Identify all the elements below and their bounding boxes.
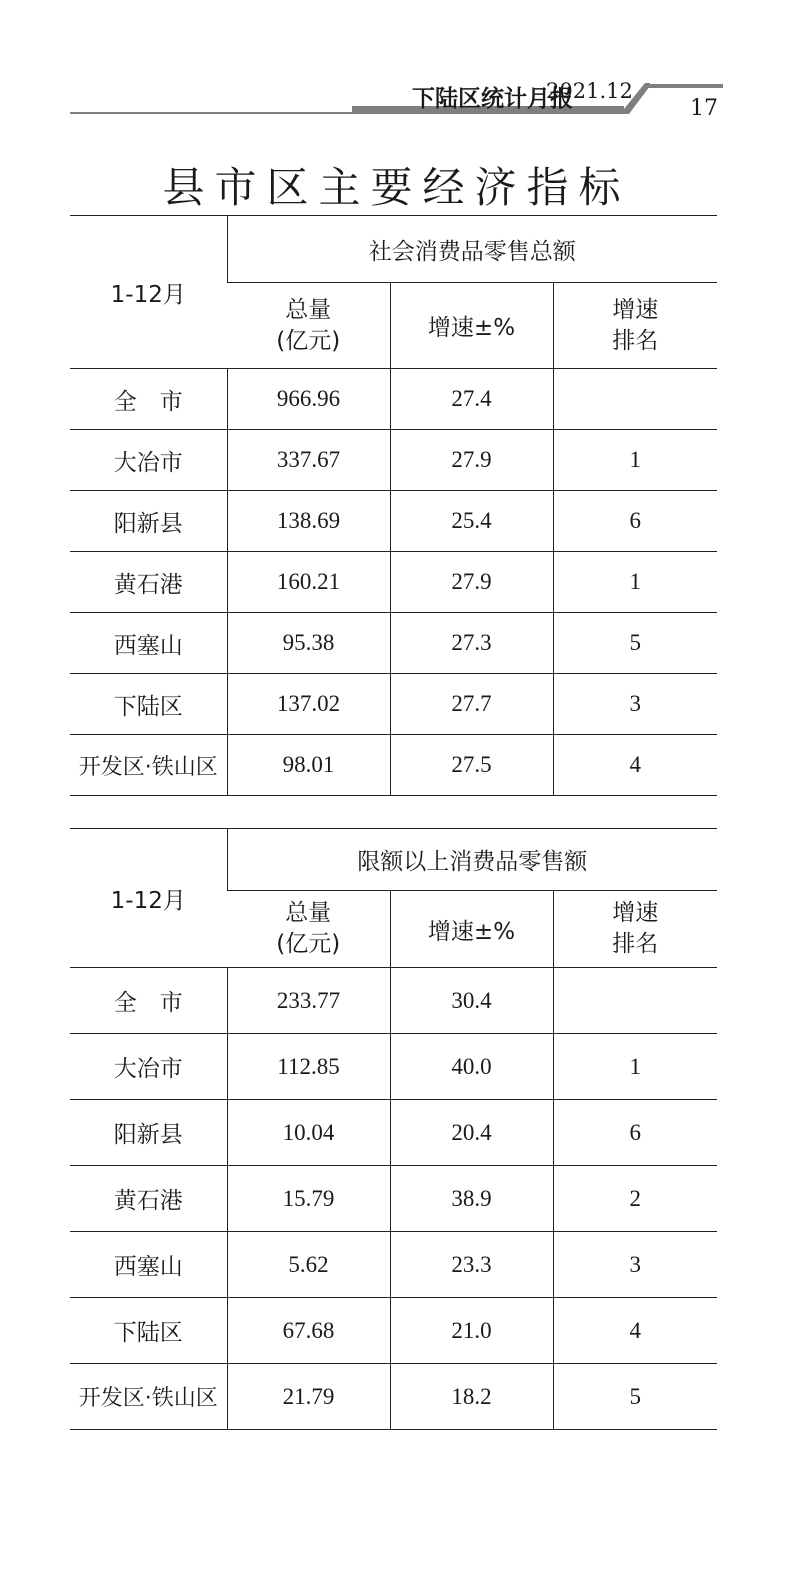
table-row [70,552,717,613]
table-row [70,674,717,735]
rank-cell: 5 [553,1364,717,1430]
total-cell: 137.02 [227,674,390,735]
table-row [70,430,717,491]
growth-cell: 20.4 [390,1100,553,1166]
table-row [70,491,717,552]
page-number: 17 [690,96,718,121]
rank-header-line1: 增速 [612,900,659,926]
total-header-line2: (亿元) [276,931,341,957]
total-column-header [227,283,390,369]
rank-cell: 1 [553,1034,717,1100]
growth-cell: 27.5 [390,735,553,796]
growth-column-header: 增速±% [390,891,553,968]
growth-cell: 23.3 [390,1232,553,1298]
group-title: 社会消费品零售总额 [227,216,717,283]
total-cell: 233.77 [227,968,390,1034]
table-row [70,968,717,1034]
total-header-line1: 总量 [285,900,332,926]
growth-cell: 27.7 [390,674,553,735]
rank-cell: 5 [553,613,717,674]
total-cell: 10.04 [227,1100,390,1166]
region-cell: 下陆区 [70,1298,227,1364]
table-row [70,1034,717,1100]
total-cell: 98.01 [227,735,390,796]
growth-column-header: 增速±% [390,283,553,369]
rank-column-header [553,283,717,369]
total-header-line1: 总量 [285,296,332,323]
rank-cell: 3 [553,1232,717,1298]
rank-cell: 6 [553,1100,717,1166]
rank-header-line2: 排名 [612,327,659,354]
table-row [70,613,717,674]
total-cell: 5.62 [227,1232,390,1298]
total-cell: 112.85 [227,1034,390,1100]
rank-cell: 3 [553,674,717,735]
total-cell: 21.79 [227,1364,390,1430]
total-cell: 138.69 [227,491,390,552]
rank-cell: 1 [553,430,717,491]
total-cell: 95.38 [227,613,390,674]
region-cell: 全 市 [70,968,227,1034]
total-cell: 966.96 [227,369,390,430]
publication-title: 下陆区统计月报 [412,86,573,112]
growth-cell: 27.9 [390,552,553,613]
region-cell: 西塞山 [70,613,227,674]
region-cell: 西塞山 [70,1232,227,1298]
publication-date: 2021.12 [546,79,633,103]
region-cell: 大冶市 [70,430,227,491]
region-cell: 开发区·铁山区 [70,1364,227,1430]
total-column-header [227,891,390,968]
header-rule [70,112,360,114]
group-title: 限额以上消费品零售额 [227,829,717,891]
table-row [70,1166,717,1232]
total-cell: 67.68 [227,1298,390,1364]
table-row [70,1364,717,1430]
growth-cell: 18.2 [390,1364,553,1430]
total-header-line2: (亿元) [276,327,341,354]
growth-cell: 38.9 [390,1166,553,1232]
table-row [70,1298,717,1364]
page-header [0,0,793,125]
growth-cell: 21.0 [390,1298,553,1364]
rank-header-line1: 增速 [612,296,659,323]
region-cell: 阳新县 [70,1100,227,1166]
rank-cell: 4 [553,735,717,796]
growth-cell: 27.4 [390,369,553,430]
table-row [70,1100,717,1166]
above-quota-retail-table [70,828,717,1430]
rank-cell: 1 [553,552,717,613]
region-cell: 阳新县 [70,491,227,552]
header-top-rule [645,84,723,88]
table-row [70,735,717,796]
growth-cell: 27.9 [390,430,553,491]
retail-sales-table [70,215,717,796]
region-cell: 全 市 [70,369,227,430]
table-row [70,369,717,430]
region-cell: 下陆区 [70,674,227,735]
rank-cell: 6 [553,491,717,552]
period-header: 1-12月 [70,829,227,968]
rank-cell [553,968,717,1034]
total-cell: 160.21 [227,552,390,613]
table-row [70,1232,717,1298]
rank-cell: 4 [553,1298,717,1364]
region-cell: 黄石港 [70,552,227,613]
growth-cell: 25.4 [390,491,553,552]
region-cell: 开发区·铁山区 [70,735,227,796]
region-cell: 大冶市 [70,1034,227,1100]
total-cell: 15.79 [227,1166,390,1232]
total-cell: 337.67 [227,430,390,491]
page-title: 县市区主要经济指标 [162,163,631,212]
growth-cell: 27.3 [390,613,553,674]
period-header: 1-12月 [70,216,227,369]
rank-cell: 2 [553,1166,717,1232]
rank-header-line2: 排名 [612,931,659,957]
rank-column-header [553,891,717,968]
region-cell: 黄石港 [70,1166,227,1232]
growth-cell: 30.4 [390,968,553,1034]
growth-cell: 40.0 [390,1034,553,1100]
rank-cell [553,369,717,430]
